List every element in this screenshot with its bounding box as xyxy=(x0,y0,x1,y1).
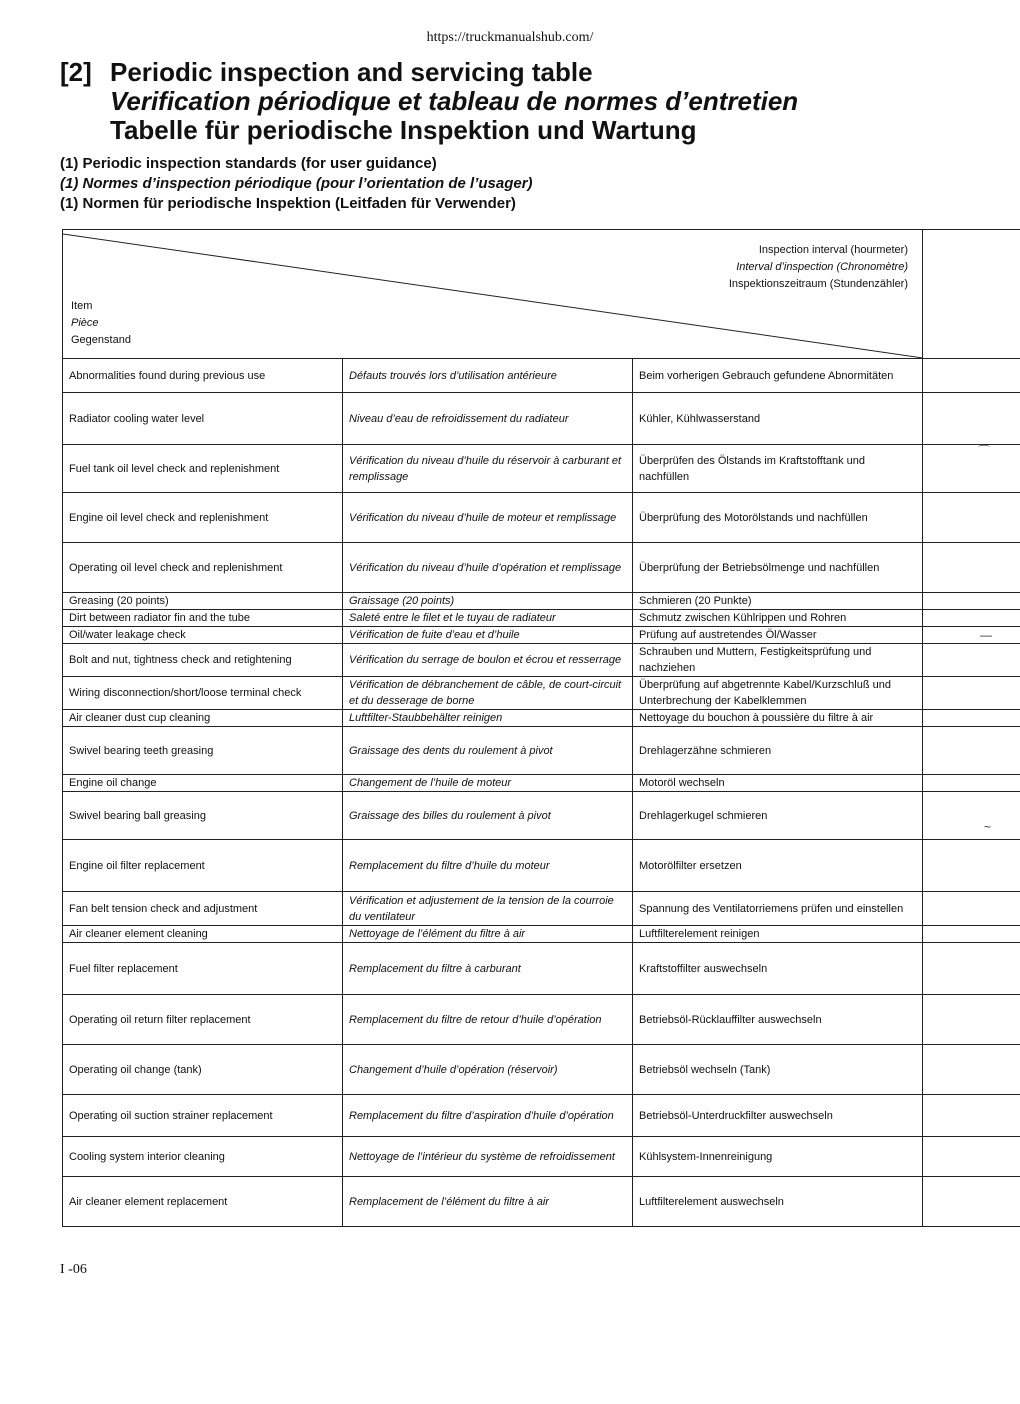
subtitle-fr: (1) Normes d’inspection périodique (pour l’orientation de l’usager) xyxy=(60,175,533,192)
interval-cell xyxy=(923,775,1020,792)
heading-block xyxy=(60,58,798,145)
item-de-cell: Drehlagerzähne schmieren xyxy=(633,727,923,775)
item-fr-cell: Niveau d’eau de refroidissement du radiateur xyxy=(343,393,633,445)
item-de-cell: Kühlsystem-Innenreinigung xyxy=(633,1137,923,1177)
item-en-cell: Operating oil suction strainer replacement xyxy=(63,1095,343,1137)
item-de-cell: Schmutz zwischen Kühlrippen und Rohren xyxy=(633,610,923,627)
item-en-cell: Fuel tank oil level check and replenishment xyxy=(63,445,343,493)
item-de-cell: Beim vorherigen Gebrauch gefundene Abnormitäten xyxy=(633,359,923,393)
item-en-cell: Swivel bearing ball greasing xyxy=(63,792,343,840)
item-label: Item Pièce Gegenstand xyxy=(71,300,131,346)
item-fr-cell: Nettoyage de l’élément du filtre à air xyxy=(343,926,633,943)
interval-label: Inspection interval (hourmeter) Interval d’inspection (Chronomètre) Inspektionszeitraum (Stundenzähler) xyxy=(728,244,909,290)
table-row xyxy=(63,943,1020,995)
table-row xyxy=(63,710,1020,727)
table-row xyxy=(63,644,1020,677)
interval-cell xyxy=(923,493,1020,543)
item-fr-cell: Vérification de débranchement de câble, de court-circuit et du desserage de borne xyxy=(343,677,633,710)
item-fr-cell: Luftfilter-Staubbehälter reinigen xyxy=(343,710,633,727)
item-fr-cell: Vérification du niveau d’huile de moteur et remplissage xyxy=(343,493,633,543)
item-en-cell: Cooling system interior cleaning xyxy=(63,1137,343,1177)
item-de-cell: Überprüfen des Ölstands im Kraftstofftank und nachfüllen xyxy=(633,445,923,493)
item-de-cell: Überprüfung auf abgetrennte Kabel/Kurzschluß und Unterbrechung der Kabelklemmen xyxy=(633,677,923,710)
title-en: [2] Periodic inspection and servicing table xyxy=(60,57,593,87)
item-fr-cell: Remplacement du filtre d’huile du moteur xyxy=(343,840,633,892)
table-row xyxy=(63,677,1020,710)
item-de-cell: Drehlagerkugel schmieren xyxy=(633,792,923,840)
item-fr-cell: Graissage (20 points) xyxy=(343,593,633,610)
interval-cell xyxy=(923,1095,1020,1137)
margin-mark: ~ xyxy=(984,820,992,834)
table-row xyxy=(63,775,1020,792)
item-de-cell: Luftfilterelement reinigen xyxy=(633,926,923,943)
interval-cell xyxy=(923,677,1020,710)
item-en-cell: Operating oil change (tank) xyxy=(63,1045,343,1095)
item-fr-cell: Remplacement du filtre de retour d’huile d’opération xyxy=(343,995,633,1045)
item-en-cell: Swivel bearing teeth greasing xyxy=(63,727,343,775)
table-row xyxy=(63,926,1020,943)
interval-cell xyxy=(923,1177,1020,1227)
item-fr-cell: Saleté entre le filet et le tuyau de radiateur xyxy=(343,610,633,627)
item-en-cell: Radiator cooling water level xyxy=(63,393,343,445)
item-en-cell: Air cleaner element replacement xyxy=(63,1177,343,1227)
item-en-cell: Air cleaner dust cup cleaning xyxy=(63,710,343,727)
interval-cell xyxy=(923,892,1020,926)
item-de-cell: Luftfilterelement auswechseln xyxy=(633,1177,923,1227)
interval-cell xyxy=(923,943,1020,995)
item-fr-cell: Vérification et adjustement de la tension de la courroie du ventilateur xyxy=(343,892,633,926)
item-de-cell: Betriebsöl wechseln (Tank) xyxy=(633,1045,923,1095)
item-fr-cell: Remplacement du filtre à carburant xyxy=(343,943,633,995)
item-de-cell: Motorölfilter ersetzen xyxy=(633,840,923,892)
interval-cell xyxy=(923,727,1020,775)
item-en-cell: Fan belt tension check and adjustment xyxy=(63,892,343,926)
table-row xyxy=(63,610,1020,627)
interval-cell xyxy=(923,995,1020,1045)
item-en-cell: Fuel filter replacement xyxy=(63,943,343,995)
margin-mark: — xyxy=(980,628,992,642)
interval-cell xyxy=(923,393,1020,445)
item-fr-cell: Défauts trouvés lors d’utilisation antérieure xyxy=(343,359,633,393)
item-en-cell: Engine oil level check and replenishment xyxy=(63,493,343,543)
interval-cell xyxy=(923,610,1020,627)
interval-cell xyxy=(923,840,1020,892)
item-en-cell: Wiring disconnection/short/loose terminal check xyxy=(63,677,343,710)
item-de-cell: Überprüfung des Motorölstands und nachfüllen xyxy=(633,493,923,543)
item-en-cell: Dirt between radiator fin and the tube xyxy=(63,610,343,627)
interval-cell xyxy=(923,593,1020,610)
interval-cell xyxy=(923,627,1020,644)
table-row xyxy=(63,727,1020,775)
table-row xyxy=(63,493,1020,543)
item-de-cell: Schrauben und Muttern, Festigkeitsprüfung und nachziehen xyxy=(633,644,923,677)
item-en-cell: Engine oil filter replacement xyxy=(63,840,343,892)
item-en-cell: Abnormalities found during previous use xyxy=(63,359,343,393)
margin-mark: ⌒ xyxy=(978,444,991,458)
table-row xyxy=(63,1177,1020,1227)
item-en-cell: Operating oil level check and replenishment xyxy=(63,543,343,593)
interval-cell xyxy=(923,710,1020,727)
item-de-cell: Betriebsöl-Unterdruckfilter auswechseln xyxy=(633,1095,923,1137)
table-row xyxy=(63,1095,1020,1137)
interval-cell xyxy=(923,543,1020,593)
item-fr-cell: Changement d’huile d’opération (réservoir) xyxy=(343,1045,633,1095)
source-url: https://truckmanualshub.com/ xyxy=(426,30,594,45)
title-fr: Verification périodique et tableau de normes d’entretien xyxy=(110,86,799,116)
table-row xyxy=(63,359,1020,393)
table-row xyxy=(63,840,1020,892)
table-row xyxy=(63,627,1020,644)
item-de-cell: Kühler, Kühlwasserstand xyxy=(633,393,923,445)
item-fr-cell: Changement de l’huile de moteur xyxy=(343,775,633,792)
item-en-cell: Operating oil return filter replacement xyxy=(63,995,343,1045)
item-de-cell: Überprüfung der Betriebsölmenge und nachfüllen xyxy=(633,543,923,593)
subtitle-de: (1) Normen für periodische Inspektion (Leitfaden für Verwender) xyxy=(60,195,516,212)
item-fr-cell: Graissage des billes du roulement à pivot xyxy=(343,792,633,840)
table-row xyxy=(63,792,1020,840)
item-de-cell: Kraftstoffilter auswechseln xyxy=(633,943,923,995)
table-row xyxy=(63,892,1020,926)
item-fr-cell: Nettoyage de l’intérieur du système de refroidissement xyxy=(343,1137,633,1177)
interval-cell xyxy=(923,644,1020,677)
item-fr-cell: Graissage des dents du roulement à pivot xyxy=(343,727,633,775)
item-de-cell: Spannung des Ventilatorriemens prüfen und einstellen xyxy=(633,892,923,926)
item-en-cell: Oil/water leakage check xyxy=(63,627,343,644)
item-fr-cell: Vérification du niveau d’huile du réservoir à carburant et remplissage xyxy=(343,445,633,493)
subtitle-en: (1) Periodic inspection standards (for user guidance) xyxy=(60,155,437,172)
title-de: Tabelle für periodische Inspektion und Wartung xyxy=(110,115,697,145)
item-de-cell: Schmieren (20 Punkte) xyxy=(633,593,923,610)
item-en-cell: Greasing (20 points) xyxy=(63,593,343,610)
item-fr-cell: Remplacement du filtre d’aspiration d’huile d’opération xyxy=(343,1095,633,1137)
table-row xyxy=(63,445,1020,493)
item-de-cell: Motoröl wechseln xyxy=(633,775,923,792)
table-row xyxy=(63,543,1020,593)
interval-cell xyxy=(923,926,1020,943)
interval-cell xyxy=(923,1045,1020,1095)
item-fr-cell: Vérification du serrage de boulon et écrou et resserrage xyxy=(343,644,633,677)
item-fr-cell: Remplacement de l’élément du filtre à air xyxy=(343,1177,633,1227)
item-en-cell: Bolt and nut, tightness check and retightening xyxy=(63,644,343,677)
table-header-cell xyxy=(63,230,923,359)
interval-cell xyxy=(923,1137,1020,1177)
subheading-block xyxy=(60,154,533,214)
table-row xyxy=(63,995,1020,1045)
interval-cell xyxy=(923,445,1020,493)
table-row xyxy=(63,1137,1020,1177)
table-row xyxy=(63,393,1020,445)
item-de-cell: Nettoyage du bouchon à poussière du filtre à air xyxy=(633,710,923,727)
interval-column-header xyxy=(923,230,1020,359)
table-row xyxy=(63,1045,1020,1095)
section-number: [2] xyxy=(60,57,92,87)
inspection-table xyxy=(62,229,1020,1227)
item-en-cell: Air cleaner element cleaning xyxy=(63,926,343,943)
interval-cell xyxy=(923,359,1020,393)
table-row xyxy=(63,593,1020,610)
item-de-cell: Betriebsöl-Rücklauffilter auswechseln xyxy=(633,995,923,1045)
interval-cell xyxy=(923,792,1020,840)
item-en-cell: Engine oil change xyxy=(63,775,343,792)
item-de-cell: Prüfung auf austretendes Öl/Wasser xyxy=(633,627,923,644)
page-number: I -06 xyxy=(60,1262,87,1277)
item-fr-cell: Vérification du niveau d’huile d’opération et remplissage xyxy=(343,543,633,593)
item-fr-cell: Vérification de fuite d’eau et d’huile xyxy=(343,627,633,644)
